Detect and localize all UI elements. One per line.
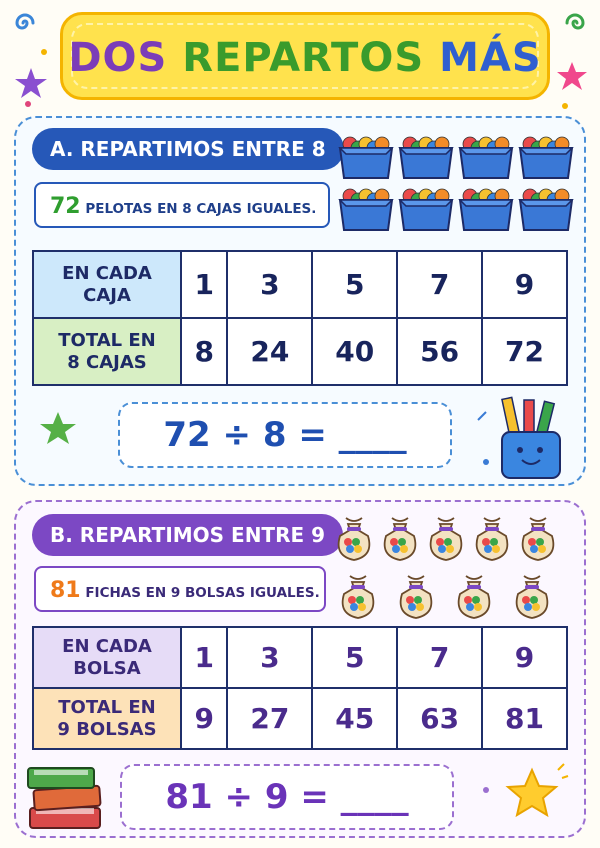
table-cell: 5 xyxy=(312,251,397,318)
table-cell: 1 xyxy=(181,251,227,318)
coin-bag-icon xyxy=(343,576,374,618)
equation-a[interactable]: 72 ÷ 8 = ____ xyxy=(118,402,452,468)
coin-bag-icon xyxy=(523,518,554,560)
ball-boxes-illustration xyxy=(338,132,578,242)
coin-bag-icon xyxy=(477,518,508,560)
table-cell: 5 xyxy=(312,627,397,688)
table-cell: 63 xyxy=(397,688,482,749)
table-cell: 1 xyxy=(181,627,227,688)
table-cell: 3 xyxy=(227,627,312,688)
coin-bag-icon xyxy=(385,518,416,560)
coin-bag-icon xyxy=(459,576,490,618)
coin-bag-icon xyxy=(517,576,548,618)
books-icon xyxy=(26,756,108,836)
section-a-heading: A. REPARTIMOS ENTRE 8 xyxy=(32,128,344,170)
section-b-heading: B. REPARTIMOS ENTRE 9 xyxy=(32,514,343,556)
table-cell: 9 xyxy=(181,688,227,749)
ball-box-icon xyxy=(460,137,512,178)
coin-bag-icon xyxy=(339,518,370,560)
statement-text: FICHAS EN 9 BOLSAS IGUALES. xyxy=(80,585,320,601)
section-a-table xyxy=(32,250,568,386)
pencil-cup-icon xyxy=(480,392,580,484)
coin-bag-icon xyxy=(401,576,432,618)
section-b-table xyxy=(32,626,568,750)
table-cell: 3 xyxy=(227,251,312,318)
ball-box-icon xyxy=(340,137,392,178)
table-cell: 7 xyxy=(397,251,482,318)
statement-text: PELOTAS EN 8 CAJAS IGUALES. xyxy=(80,201,317,217)
equation-b[interactable]: 81 ÷ 9 = ____ xyxy=(120,764,454,830)
table-cell: 81 xyxy=(482,688,567,749)
star-icon xyxy=(38,410,78,446)
title-banner xyxy=(60,12,550,100)
star-icon xyxy=(500,762,570,826)
coin-bags-illustration xyxy=(334,510,574,622)
row-label-total: TOTAL EN 9 BOLSAS xyxy=(33,688,181,749)
table-cell: 72 xyxy=(482,318,567,385)
row-label-per-box: EN CADA CAJA xyxy=(33,251,181,318)
statement-number: 72 xyxy=(50,194,81,219)
ball-box-icon xyxy=(520,189,572,230)
coin-bag-icon xyxy=(431,518,462,560)
table-cell: 24 xyxy=(227,318,312,385)
table-cell: 7 xyxy=(397,627,482,688)
table-cell: 40 xyxy=(312,318,397,385)
table-cell: 27 xyxy=(227,688,312,749)
ball-box-icon xyxy=(340,189,392,230)
row-label-per-bag: EN CADA BOLSA xyxy=(33,627,181,688)
ball-box-icon xyxy=(400,189,452,230)
table-cell: 45 xyxy=(312,688,397,749)
ball-box-icon xyxy=(520,137,572,178)
table-cell: 8 xyxy=(181,318,227,385)
ball-box-icon xyxy=(460,189,512,230)
statement-number: 81 xyxy=(50,578,81,603)
table-cell: 9 xyxy=(482,251,567,318)
row-label-total: TOTAL EN 8 CAJAS xyxy=(33,318,181,385)
page-title: DOS REPARTOS MÁS xyxy=(68,35,542,81)
table-cell: 56 xyxy=(397,318,482,385)
section-a-statement xyxy=(34,182,330,228)
ball-box-icon xyxy=(400,137,452,178)
section-b-statement xyxy=(34,566,326,612)
table-cell: 9 xyxy=(482,627,567,688)
